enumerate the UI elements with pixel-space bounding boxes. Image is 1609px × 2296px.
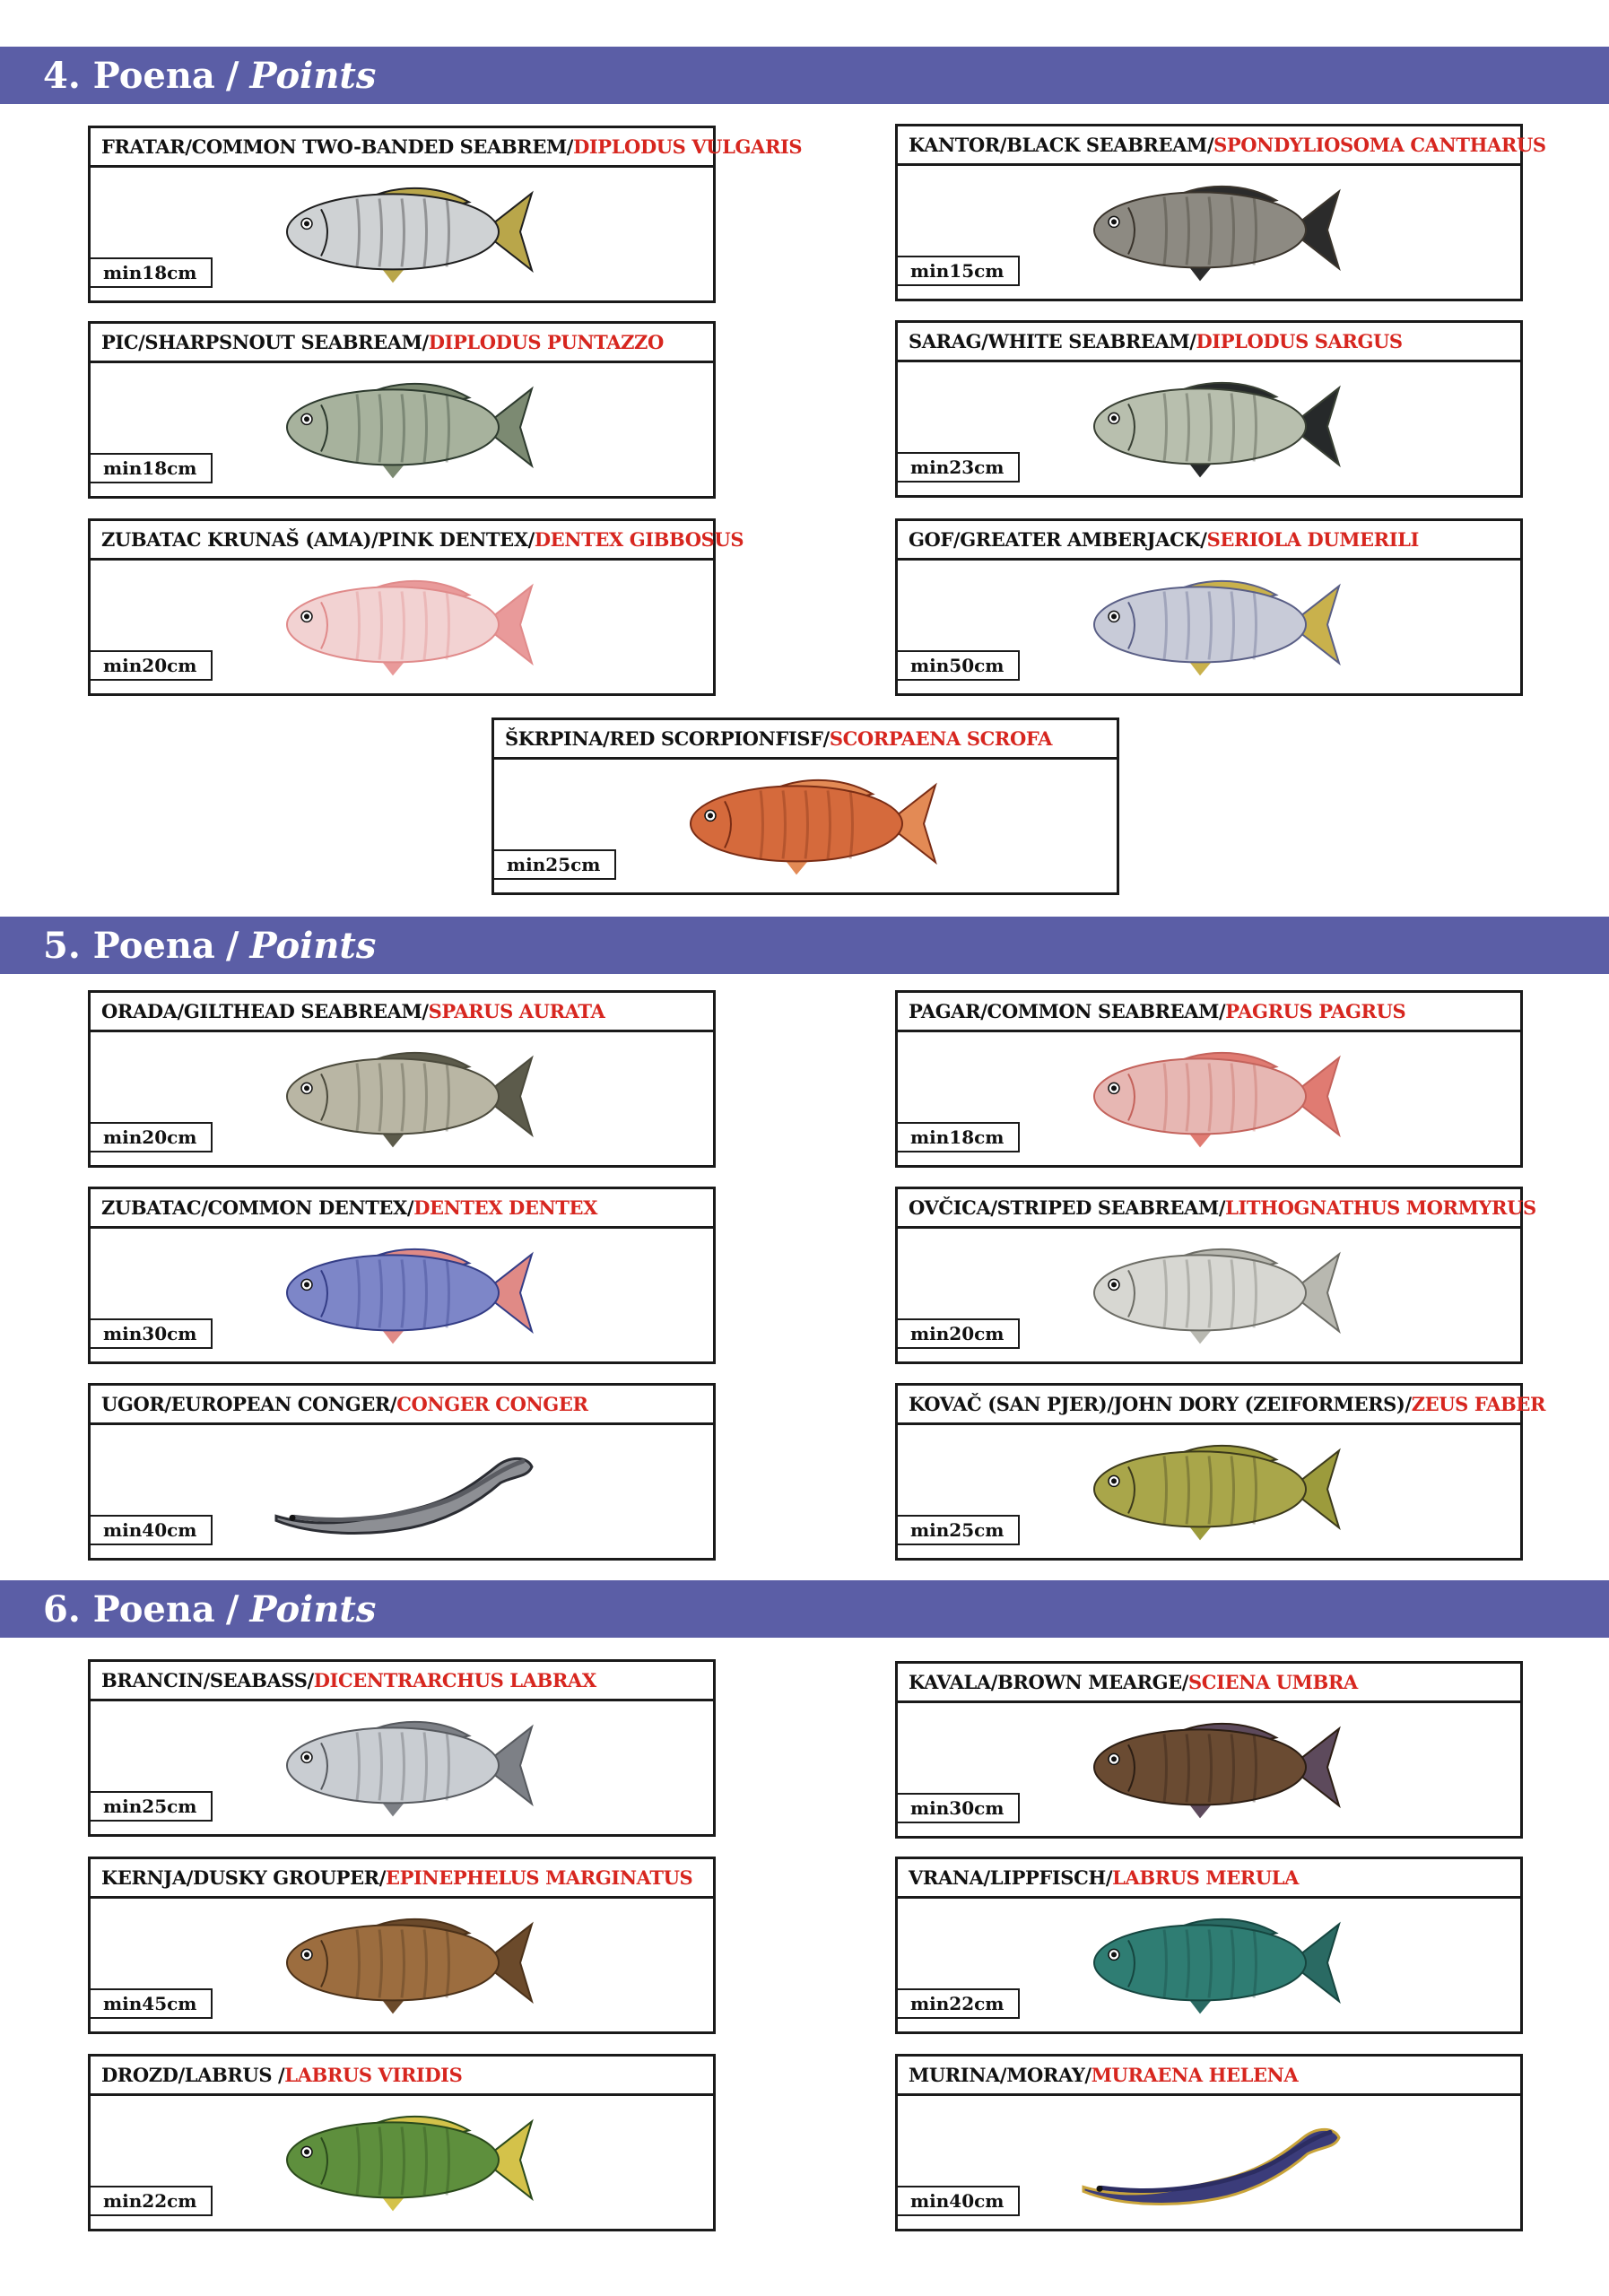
min-size-label: min22cm <box>898 1988 1020 2019</box>
fish-drawing <box>1065 1904 1352 2021</box>
min-size-label: min25cm <box>898 1515 1020 1545</box>
fish-latin-name: SERIOLA DUMERILI <box>1206 528 1419 551</box>
fish-drawing <box>1065 566 1352 683</box>
fish-latin-name: DIPLODUS PUNTAZZO <box>428 331 664 353</box>
fish-card-vrana <box>895 1857 1523 2034</box>
fish-latin-name: SPONDYLIOSOMA CANTHARUS <box>1213 134 1546 156</box>
fish-latin-name: SCORPAENA SCROFA <box>829 727 1053 750</box>
fish-drawing <box>1065 2101 1352 2218</box>
fish-name: FRATAR/COMMON TWO-BANDED SEABREM/ <box>101 135 574 158</box>
section-title: 5. Poena <box>43 924 215 967</box>
fish-latin-name: PAGRUS PAGRUS <box>1225 1000 1406 1022</box>
fish-drawing <box>258 1707 545 1823</box>
fish-name: DROZD/LABRUS / <box>101 2064 285 2086</box>
fish-name: KAVALA/BROWN MEARGE/ <box>909 1671 1189 1693</box>
fish-card-kovac <box>895 1383 1546 1561</box>
section-separator: / <box>225 924 239 967</box>
fish-card-gof <box>895 518 1523 696</box>
min-size-label: min25cm <box>91 1791 213 1822</box>
min-size-label: min23cm <box>898 452 1020 483</box>
min-size-label: min25cm <box>494 849 616 880</box>
fish-drawing <box>258 566 545 683</box>
min-size-label: min20cm <box>91 650 213 681</box>
min-size-label: min15cm <box>898 256 1020 286</box>
fish-latin-name: DICENTRARCHUS LABRAX <box>313 1669 596 1692</box>
fish-drawing <box>258 2101 545 2218</box>
fish-drawing <box>662 765 949 882</box>
fish-card-kantor <box>895 124 1546 301</box>
section-subtitle: Points <box>249 54 377 97</box>
fish-drawing <box>1065 1709 1352 1825</box>
section-subtitle: Points <box>249 924 377 967</box>
fish-drawing <box>1065 171 1352 288</box>
fish-name: BRANCIN/SEABASS/ <box>101 1669 314 1692</box>
fish-drawing <box>258 1431 545 1547</box>
fish-name: PIC/SHARPSNOUT SEABREAM/ <box>101 331 429 353</box>
fish-latin-name: ZEUS FABER <box>1411 1393 1546 1415</box>
min-size-label: min18cm <box>898 1122 1020 1152</box>
fish-name: ZUBATAC/COMMON DENTEX/ <box>101 1196 414 1219</box>
fish-card-sarag <box>895 320 1523 498</box>
fish-name: UGOR/EUROPEAN CONGER/ <box>101 1393 397 1415</box>
fish-card-drozd <box>88 2054 716 2231</box>
fish-name: KERNJA/DUSKY GROUPER/ <box>101 1866 386 1889</box>
fish-card-murina <box>895 2054 1523 2231</box>
min-size-label: min20cm <box>898 1318 1020 1349</box>
fish-card-skrpina <box>491 718 1119 895</box>
min-size-label: min50cm <box>898 650 1020 681</box>
min-size-label: min22cm <box>91 2186 213 2216</box>
fish-drawing <box>258 173 545 290</box>
min-size-label: min30cm <box>91 1318 213 1349</box>
fish-card-fratar <box>88 126 803 303</box>
fish-card-brancin <box>88 1659 716 1837</box>
fish-card-orada <box>88 990 716 1168</box>
fish-name: MURINA/MORAY/ <box>909 2064 1092 2086</box>
section-title: 4. Poena <box>43 54 215 97</box>
fish-latin-name: DIPLODUS VULGARIS <box>573 135 803 158</box>
section-header-4-points <box>0 47 1609 104</box>
section-header-5-points <box>0 917 1609 974</box>
section-title: 6. Poena <box>43 1587 215 1631</box>
min-size-label: min18cm <box>91 453 213 483</box>
fish-name: OVČICA/STRIPED SEABREAM/ <box>909 1196 1226 1219</box>
fish-latin-name: LABRUS VIRIDIS <box>284 2064 463 2086</box>
fish-latin-name: LABRUS MERULA <box>1112 1866 1300 1889</box>
fish-latin-name: LITHOGNATHUS MORMYRUS <box>1225 1196 1536 1219</box>
fish-name: KANTOR/BLACK SEABREAM/ <box>909 134 1214 156</box>
section-subtitle: Points <box>249 1587 377 1631</box>
fish-drawing <box>258 1038 545 1154</box>
fish-drawing <box>1065 1234 1352 1351</box>
fish-drawing <box>258 1234 545 1351</box>
fish-card-ovcica <box>895 1187 1536 1364</box>
fish-drawing <box>1065 1431 1352 1547</box>
fish-card-zubatac <box>88 1187 716 1364</box>
fish-latin-name: DIPLODUS SARGUS <box>1196 330 1403 352</box>
section-separator: / <box>225 54 239 97</box>
fish-latin-name: CONGER CONGER <box>396 1393 588 1415</box>
fish-latin-name: MURAENA HELENA <box>1091 2064 1299 2086</box>
fish-latin-name: DENTEX DENTEX <box>413 1196 597 1219</box>
fish-name: ZUBATAC KRUNAŠ (AMA)/PINK DENTEX/ <box>101 528 535 551</box>
fish-name: ŠKRPINA/RED SCORPIONFISF/ <box>505 727 830 750</box>
min-size-label: min18cm <box>91 257 213 288</box>
fish-latin-name: EPINEPHELUS MARGINATUS <box>386 1866 693 1889</box>
min-size-label: min45cm <box>91 1988 213 2019</box>
fish-card-pic <box>88 321 716 499</box>
fish-card-pagar <box>895 990 1523 1168</box>
fish-card-kernja <box>88 1857 716 2034</box>
fish-drawing <box>1065 368 1352 484</box>
fish-name: SARAG/WHITE SEABREAM/ <box>909 330 1196 352</box>
fish-card-ugor <box>88 1383 716 1561</box>
fish-name: PAGAR/COMMON SEABREAM/ <box>909 1000 1226 1022</box>
fish-name: VRANA/LIPPFISCH/ <box>909 1866 1113 1889</box>
fish-card-zubatac-krunas <box>88 518 744 696</box>
min-size-label: min20cm <box>91 1122 213 1152</box>
fish-drawing <box>1065 1038 1352 1154</box>
min-size-label: min30cm <box>898 1793 1020 1823</box>
fish-name: KOVAČ (SAN PJER)/JOHN DORY (ZEIFORMERS)/ <box>909 1393 1412 1415</box>
fish-latin-name: DENTEX GIBBOSUS <box>534 528 744 551</box>
fish-latin-name: SPARUS AURATA <box>428 1000 605 1022</box>
fish-drawing <box>258 369 545 485</box>
section-header-6-points <box>0 1580 1609 1638</box>
fish-name: ORADA/GILTHEAD SEABREAM/ <box>101 1000 429 1022</box>
min-size-label: min40cm <box>91 1515 213 1545</box>
min-size-label: min40cm <box>898 2186 1020 2216</box>
section-separator: / <box>225 1587 239 1631</box>
fish-drawing <box>258 1904 545 2021</box>
fish-card-kavala <box>895 1661 1523 1839</box>
fish-latin-name: SCIENA UMBRA <box>1188 1671 1358 1693</box>
fish-name: GOF/GREATER AMBERJACK/ <box>909 528 1207 551</box>
